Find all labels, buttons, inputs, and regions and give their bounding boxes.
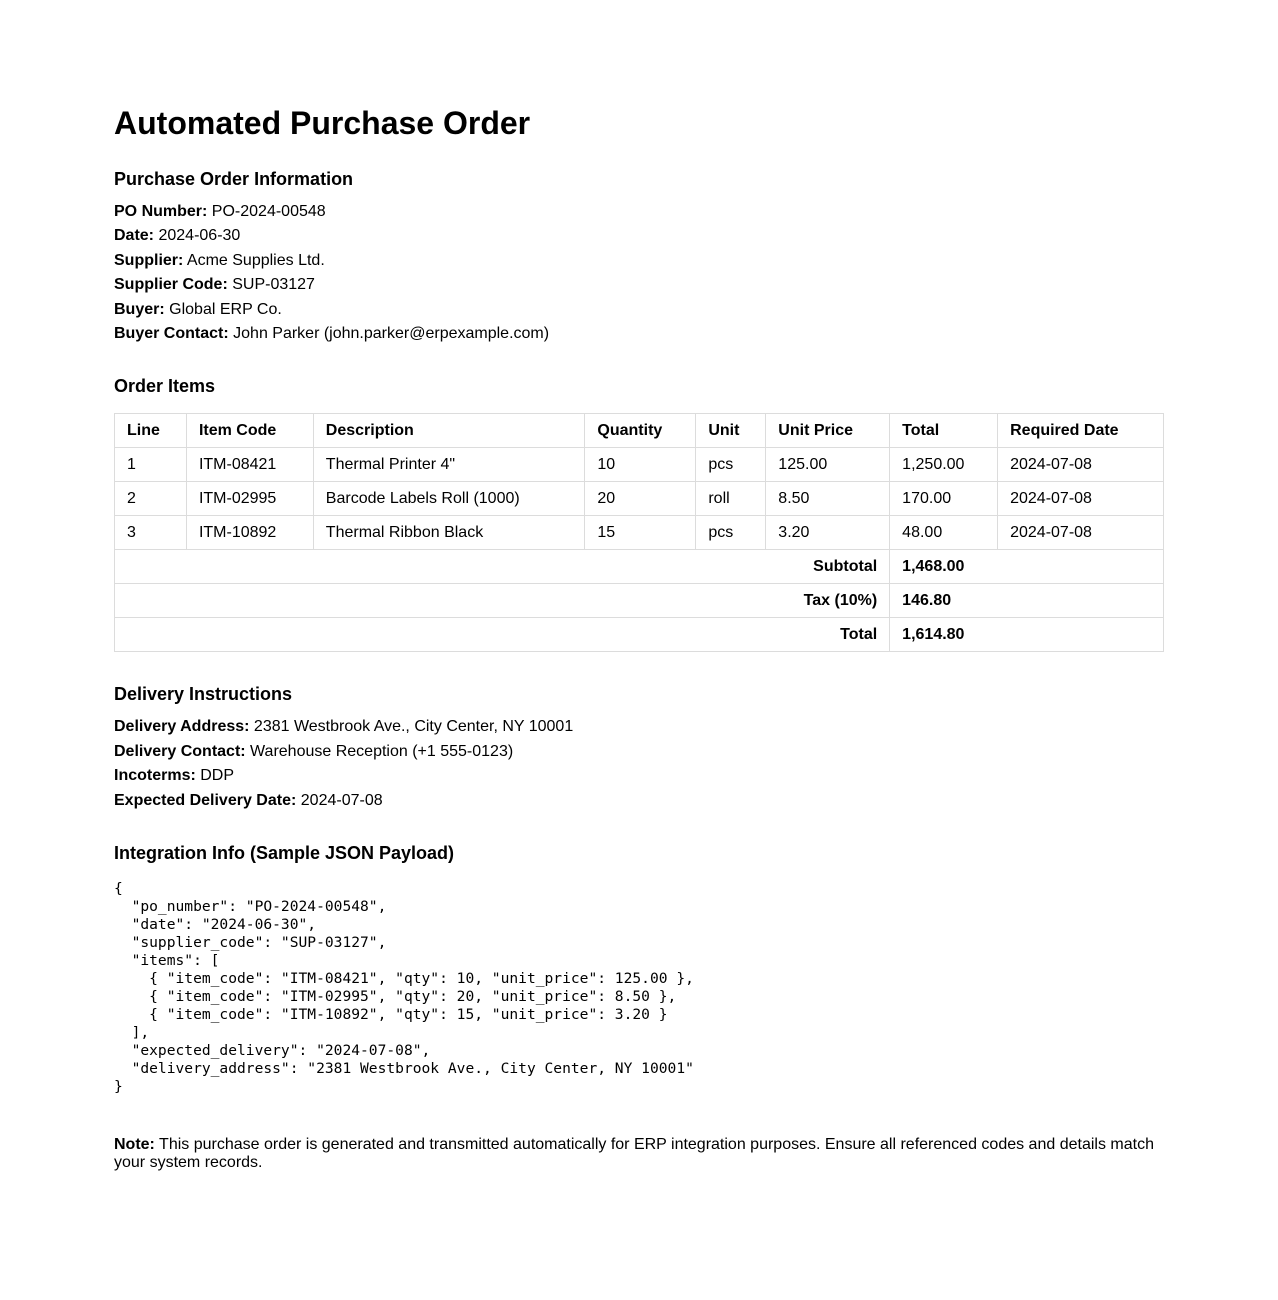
delivery-contact-line	[114, 740, 1164, 764]
field-label: Expected Delivery Date:	[114, 791, 297, 809]
expected-delivery-line	[114, 789, 1164, 813]
field-value: 2024-06-30	[158, 227, 241, 245]
note-paragraph	[114, 1136, 1164, 1172]
table-cell: 10	[585, 448, 696, 482]
summary-label: Tax (10%)	[115, 584, 890, 618]
table-cell: 48.00	[890, 516, 998, 550]
field-value: DDP	[200, 767, 235, 785]
incoterms-line	[114, 764, 1164, 788]
field-label: Date:	[114, 227, 155, 245]
table-row	[115, 448, 1164, 482]
field-value: Warehouse Reception (+1 555-0123)	[250, 742, 514, 760]
table-cell: 170.00	[890, 482, 998, 516]
table-header-row	[115, 414, 1164, 448]
table-cell: 3	[115, 516, 187, 550]
table-cell: ITM-08421	[186, 448, 313, 482]
table-row	[115, 482, 1164, 516]
json-payload: { "po_number": "PO-2024-00548", "date": "2024-06-30", "supplier_code": "SUP-03127", "items": [ { "item_code": "ITM-08421", "qty": 10, "unit_price": 125.00 }, { "item_code": "ITM-02995", "qty": 20, "unit_price": 8.50 }, { "item_code": "ITM-10892", "qty": 15, "unit_price": 3.20 } ], "expected_delivery": "2024-07-08", "delivery_address": "2381 Westbrook Ave., City Center, NY 10001" }	[114, 880, 694, 1096]
table-cell: ITM-02995	[186, 482, 313, 516]
table-cell: ITM-10892	[186, 516, 313, 550]
subtotal-row	[115, 550, 1164, 584]
field-value: John Parker (john.parker@erpexample.com)	[233, 325, 550, 343]
field-label: Buyer Contact:	[114, 325, 229, 343]
field-label: PO Number:	[114, 203, 208, 220]
field-value: PO-2024-00548	[211, 203, 326, 220]
field-label: Delivery Contact:	[114, 742, 246, 760]
table-cell: 2024-07-08	[998, 482, 1164, 516]
table-cell: 15	[585, 516, 696, 550]
table-cell: pcs	[696, 448, 766, 482]
order-items-heading: Order Items	[114, 376, 216, 397]
field-label: Buyer:	[114, 300, 165, 318]
delivery-heading: Delivery Instructions	[114, 684, 293, 705]
table-row	[115, 516, 1164, 550]
note-text: This purchase order is generated and transmitted automatically for ERP integration purposes. Ensure all referenced codes and details match your system records.	[114, 1136, 1154, 1172]
field-value: 2024-07-08	[300, 791, 383, 809]
summary-value: 1,614.80	[890, 618, 1164, 652]
field-label: Delivery Address:	[114, 718, 250, 736]
column-header: Quantity	[585, 414, 696, 448]
column-header: Unit Price	[766, 414, 890, 448]
table-cell: 8.50	[766, 482, 890, 516]
field-value: SUP-03127	[232, 276, 315, 294]
table-cell: roll	[696, 482, 766, 516]
field-value: Acme Supplies Ltd.	[186, 251, 325, 269]
table-cell: Barcode Labels Roll (1000)	[313, 482, 585, 516]
column-header: Required Date	[998, 414, 1164, 448]
field-value: Global ERP Co.	[169, 300, 282, 318]
column-header: Line	[115, 414, 187, 448]
order-items-table	[114, 413, 1164, 652]
summary-value: 146.80	[890, 584, 1164, 618]
column-header: Description	[313, 414, 585, 448]
page-title: Automated Purchase Order	[114, 105, 531, 141]
delivery-address-line	[114, 715, 1164, 739]
field-value: 2381 Westbrook Ave., City Center, NY 10001	[253, 718, 574, 736]
po-info-list	[114, 200, 1164, 346]
column-header: Total	[890, 414, 998, 448]
table-cell: Thermal Printer 4"	[313, 448, 585, 482]
summary-value: 1,468.00	[890, 550, 1164, 584]
table-cell: 125.00	[766, 448, 890, 482]
delivery-info-list	[114, 715, 1164, 813]
supplier-line	[114, 249, 1164, 273]
po-number-line	[114, 200, 1164, 224]
summary-label: Subtotal	[115, 550, 890, 584]
buyer-line	[114, 298, 1164, 322]
field-label: Incoterms:	[114, 767, 196, 785]
table-cell: pcs	[696, 516, 766, 550]
table-cell: 1	[115, 448, 187, 482]
table-cell: 1,250.00	[890, 448, 998, 482]
table-cell: 2024-07-08	[998, 448, 1164, 482]
table-cell: 2	[115, 482, 187, 516]
tax-row	[115, 584, 1164, 618]
supplier-code-line	[114, 273, 1164, 297]
summary-label: Total	[115, 618, 890, 652]
buyer-contact-line	[114, 322, 1164, 346]
field-label: Supplier Code:	[114, 276, 228, 294]
table-cell: Thermal Ribbon Black	[313, 516, 585, 550]
column-header: Unit	[696, 414, 766, 448]
note-label: Note:	[114, 1136, 155, 1154]
po-info-heading: Purchase Order Information	[114, 169, 354, 189]
field-label: Supplier:	[114, 251, 184, 269]
table-cell: 2024-07-08	[998, 516, 1164, 550]
integration-heading: Integration Info (Sample JSON Payload)	[114, 843, 455, 864]
date-line	[114, 224, 1164, 248]
table-cell: 20	[585, 482, 696, 516]
total-row	[115, 618, 1164, 652]
table-cell: 3.20	[766, 516, 890, 550]
column-header: Item Code	[186, 414, 313, 448]
